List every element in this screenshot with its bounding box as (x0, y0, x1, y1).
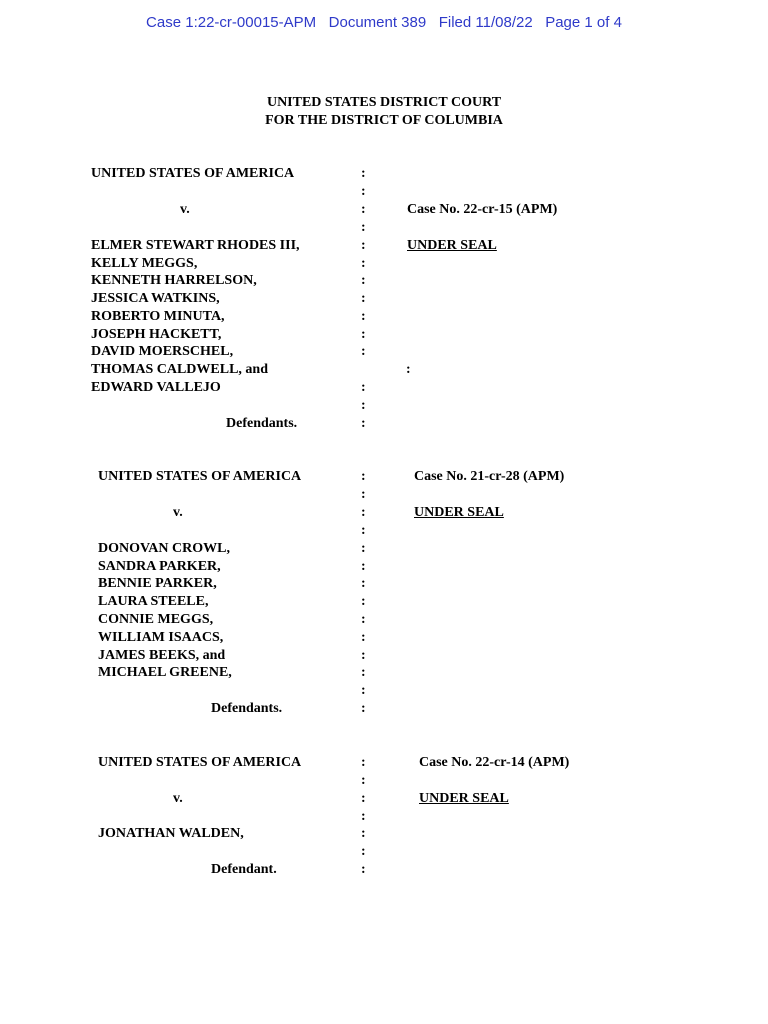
under-seal-label: UNDER SEAL (419, 791, 509, 806)
caption-colon: : (361, 398, 366, 413)
caption-colon: : (361, 166, 366, 181)
case-number: Case No. 22-cr-15 (APM) (407, 202, 558, 217)
caption-colon: : (361, 327, 366, 342)
defendant-label: Defendant. (211, 862, 277, 877)
caption-colon: : (406, 362, 411, 377)
versus-label: v. (173, 791, 183, 806)
caption-colon: : (361, 612, 366, 627)
ecf-header-stamp (0, 14, 768, 31)
defendant-name: DONOVAN CROWL, (98, 541, 230, 556)
caption-colon: : (361, 256, 366, 271)
caption-colon: : (361, 202, 366, 217)
defendants-label: Defendants. (211, 701, 283, 716)
caption-colon: : (361, 541, 366, 556)
caption-colon: : (361, 416, 366, 431)
caption-colon: : (361, 755, 366, 770)
defendant-name: KENNETH HARRELSON, (91, 273, 257, 288)
defendant-name: THOMAS CALDWELL, and (91, 362, 268, 377)
defendant-name: MICHAEL GREENE, (98, 665, 232, 680)
caption-colon: : (361, 469, 366, 484)
caption-colon: : (361, 309, 366, 324)
header-case-number: Case 1:22-cr-00015-APM (146, 14, 317, 31)
caption-colon: : (361, 773, 366, 788)
header-document-number: Document 389 (328, 14, 427, 31)
caption-colon: : (361, 594, 366, 609)
caption-colon: : (361, 826, 366, 841)
caption-colon: : (361, 665, 366, 680)
caption-colon: : (361, 844, 366, 859)
court-district: FOR THE DISTRICT OF COLUMBIA (265, 113, 503, 128)
defendant-name: CONNIE MEGGS, (98, 612, 214, 627)
caption-colon: : (361, 701, 366, 716)
defendant-name: WILLIAM ISAACS, (98, 630, 224, 645)
caption-colon: : (361, 630, 366, 645)
defendant-name: JONATHAN WALDEN, (98, 826, 244, 841)
caption-colon: : (361, 523, 366, 538)
defendant-name: JESSICA WATKINS, (91, 291, 220, 306)
defendant-name: EDWARD VALLEJO (91, 380, 221, 395)
under-seal-label: UNDER SEAL (414, 505, 504, 520)
caption-colon: : (361, 487, 366, 502)
defendant-name: DAVID MOERSCHEL, (91, 344, 234, 359)
caption-colon: : (361, 862, 366, 877)
caption-colon: : (361, 184, 366, 199)
caption-colon: : (361, 683, 366, 698)
case-number: Case No. 21-cr-28 (APM) (414, 469, 565, 484)
defendants-label: Defendants. (226, 416, 298, 431)
header-page-number: Page 1 of 4 (545, 14, 622, 31)
case-number: Case No. 22-cr-14 (APM) (419, 755, 570, 770)
caption-colon: : (361, 559, 366, 574)
versus-label: v. (180, 202, 190, 217)
caption-colon: : (361, 238, 366, 253)
defendant-name: ELMER STEWART RHODES III, (91, 238, 300, 253)
defendant-name: ROBERTO MINUTA, (91, 309, 225, 324)
header-filed-date: Filed 11/08/22 (438, 14, 533, 31)
defendant-name: KELLY MEGGS, (91, 256, 198, 271)
caption-colon: : (361, 291, 366, 306)
court-name: UNITED STATES DISTRICT COURT (266, 95, 502, 110)
caption-colon: : (361, 505, 366, 520)
caption-colon: : (361, 380, 366, 395)
caption-colon: : (361, 791, 366, 806)
caption-colon: : (361, 273, 366, 288)
versus-label: v. (173, 505, 183, 520)
defendant-name: JAMES BEEKS, and (98, 648, 226, 663)
caption-colon: : (361, 576, 366, 591)
plaintiff-name: UNITED STATES OF AMERICA (98, 755, 302, 770)
caption-colon: : (361, 648, 366, 663)
plaintiff-name: UNITED STATES OF AMERICA (91, 166, 295, 181)
caption-colon: : (361, 220, 366, 235)
plaintiff-name: UNITED STATES OF AMERICA (98, 469, 302, 484)
caption-colon: : (361, 344, 366, 359)
defendant-name: JOSEPH HACKETT, (91, 327, 222, 342)
defendant-name: LAURA STEELE, (98, 594, 209, 609)
under-seal-label: UNDER SEAL (407, 238, 497, 253)
defendant-name: SANDRA PARKER, (98, 559, 221, 574)
defendant-name: BENNIE PARKER, (98, 576, 217, 591)
caption-colon: : (361, 809, 366, 824)
